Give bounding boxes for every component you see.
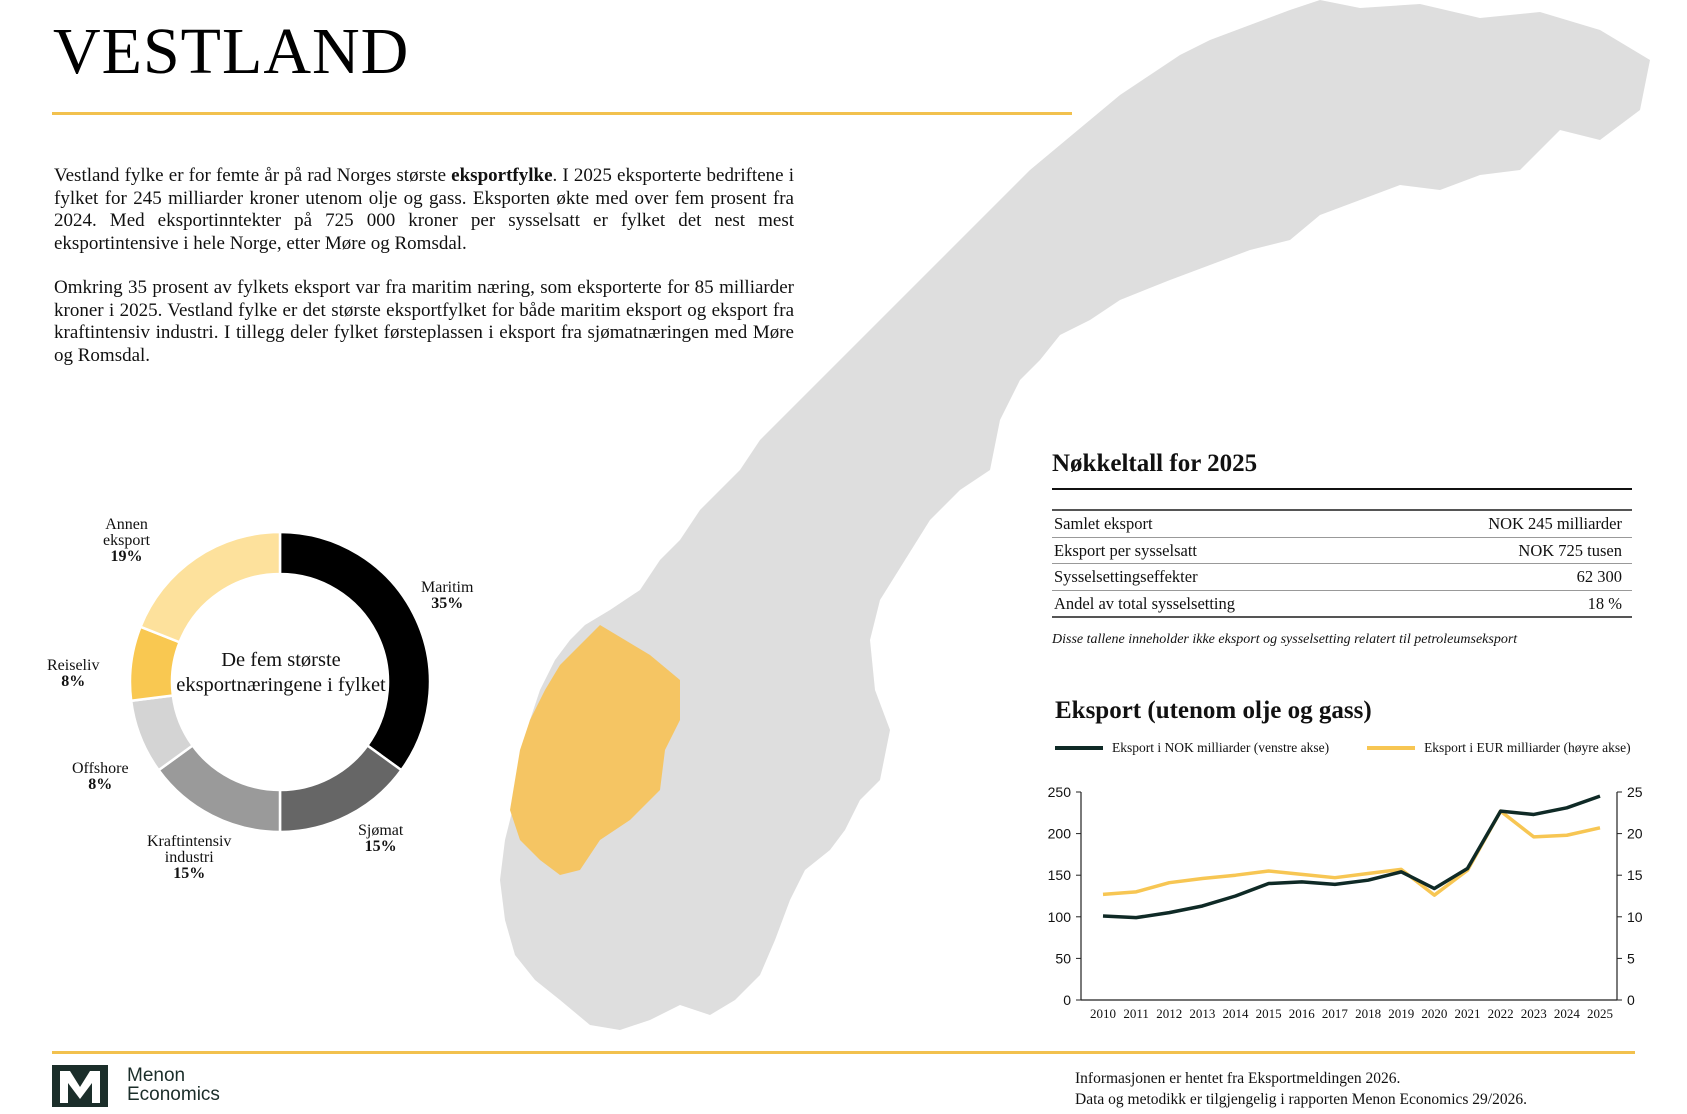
title-rule [52,112,1072,115]
x-tick-label: 2016 [1288,1006,1315,1021]
left-tick-label: 100 [1047,908,1071,925]
key-row-label: Andel av total sysselsetting [1054,593,1236,613]
intro-p1-end: . I 2025 eksporterte bedriftene i fylket for 245 milliarder kroner utenom olje og gass. Eksporten økte med over fem prosent fra 2024. Med eksportinntekter på 725 000 kroner per sysselsatt er fylket det nest mest eksportintensive i hele Norge, etter Møre og Romsdal. [54,165,794,254]
key-figures-title: Nøkkeltall for 2025 [1052,450,1632,490]
right-tick-label: 10 [1627,908,1643,925]
legend-swatch-eur [1367,746,1415,750]
label-offshore-name: Offshore [72,760,129,777]
intro-p1-start: Vestland fylke er for femte år på rad Norges største [54,165,452,186]
x-tick-label: 2025 [1587,1006,1613,1021]
label-annen [103,517,150,565]
legend-label-eur: Eksport i EUR milliarder (høyre akse) [1424,740,1631,755]
label-annen-pct: 19% [110,548,143,565]
key-row [1052,564,1632,591]
label-reiseliv-name: Reiseliv [47,657,100,674]
left-tick-label: 50 [1055,950,1071,967]
label-maritim-pct: 35% [431,595,464,612]
left-tick-label: 0 [1063,992,1071,1008]
x-tick-label: 2010 [1090,1006,1116,1021]
logo-line1: Menon [127,1065,186,1086]
x-tick-label: 2012 [1156,1006,1183,1021]
source-line1: Informasjonen er hentet fra Eksportmeldingen 2026. [1075,1070,1401,1087]
key-row-label: Eksport per sysselsatt [1054,540,1197,560]
footer-rule [52,1051,1635,1054]
x-tick-label: 2021 [1454,1006,1481,1021]
key-figures-table [1052,509,1632,618]
intro-text [54,165,794,389]
key-row [1052,591,1632,617]
legend-swatch-nok [1055,746,1103,750]
label-kraft-name2: industri [164,849,214,866]
x-tick-label: 2017 [1321,1006,1348,1021]
key-figures-note: Disse tallene inneholder ikke eksport og sysselsetting relatert til petroleumseksport [1052,632,1518,647]
key-row-label: Sysselsettingseffekter [1054,567,1198,586]
label-sjomat [358,823,403,855]
x-tick-label: 2018 [1355,1006,1382,1021]
x-tick-label: 2022 [1487,1006,1514,1021]
intro-paragraph-2: Omkring 35 prosent av fylkets eksport var fra maritim næring, som eksporterte for 85 milliarder kroner i 2025. Vestland fylke er det største eksportfylket for både maritim eksport og eksport fra kraftintensiv industri. I tillegg deler fylket førsteplassen i eksport fra sjømatnæringen med Møre og Romsdal. [54,277,794,366]
x-tick-label: 2015 [1255,1006,1282,1021]
x-tick-label: 2019 [1388,1006,1415,1021]
x-tick-label: 2020 [1421,1006,1448,1021]
key-row-value: NOK 245 milliarder [1488,514,1622,533]
key-row-label: Samlet eksport [1054,514,1153,533]
label-sjomat-pct: 15% [364,838,397,855]
key-row [1052,538,1632,565]
right-tick-label: 15 [1627,867,1643,884]
export-line-chart [1040,770,1643,1021]
key-row-value: 18 % [1587,593,1622,613]
left-tick-label: 250 [1047,784,1071,800]
right-tick-label: 25 [1627,784,1643,800]
x-tick-label: 2014 [1222,1006,1249,1021]
legend-item-eur [1367,740,1631,756]
left-tick-label: 200 [1047,825,1071,842]
intro-paragraph-1 [54,165,794,255]
x-tick-label: 2013 [1189,1006,1216,1021]
label-reiseliv [47,658,99,690]
label-kraft-pct: 15% [173,865,206,882]
x-tick-label: 2011 [1123,1006,1149,1021]
right-tick-label: 0 [1627,992,1635,1008]
intro-p1-bold: eksportfylke [451,165,553,186]
page-title: VESTLAND [53,15,410,88]
line-chart-title: Eksport (utenom olje og gass) [1055,697,1372,724]
series-line-nok [1103,796,1600,917]
legend-item-nok [1055,740,1329,756]
label-maritim-name: Maritim [421,579,474,596]
donut-slice-sjømat [280,745,401,832]
label-maritim [421,580,473,612]
label-annen-name2: eksport [103,532,151,549]
label-offshore-pct: 8% [88,776,113,793]
left-tick-label: 150 [1047,867,1071,884]
key-row-value: 62 300 [1576,567,1622,586]
label-reiseliv-pct: 8% [61,673,86,690]
donut-slice-annen-eksport [141,532,280,642]
x-tick-label: 2024 [1553,1006,1580,1021]
label-kraft-name1: Kraftintensiv [147,833,232,850]
source-line2: Data og metodikk er tilgjengelig i rapporten Menon Economics 29/2026. [1075,1091,1527,1108]
x-tick-label: 2023 [1520,1006,1547,1021]
right-tick-label: 20 [1627,825,1643,842]
logo-line2: Economics [127,1084,220,1105]
source-note [1075,1068,1527,1110]
legend-label-nok: Eksport i NOK milliarder (venstre akse) [1112,740,1330,755]
menon-logo-mark [52,1065,108,1107]
menon-logo-text [127,1066,220,1104]
label-offshore [72,761,129,793]
key-row [1052,511,1632,538]
line-chart-legend [1055,740,1669,756]
key-row-value: NOK 725 tusen [1518,540,1622,560]
label-annen-name1: Annen [105,516,148,533]
label-sjomat-name: Sjømat [358,822,404,839]
label-kraftintensiv [147,834,231,882]
donut-center-text: De fem største eksportnæringene i fylket [176,649,386,696]
key-figures-panel [1052,450,1632,648]
right-tick-label: 5 [1627,950,1635,967]
